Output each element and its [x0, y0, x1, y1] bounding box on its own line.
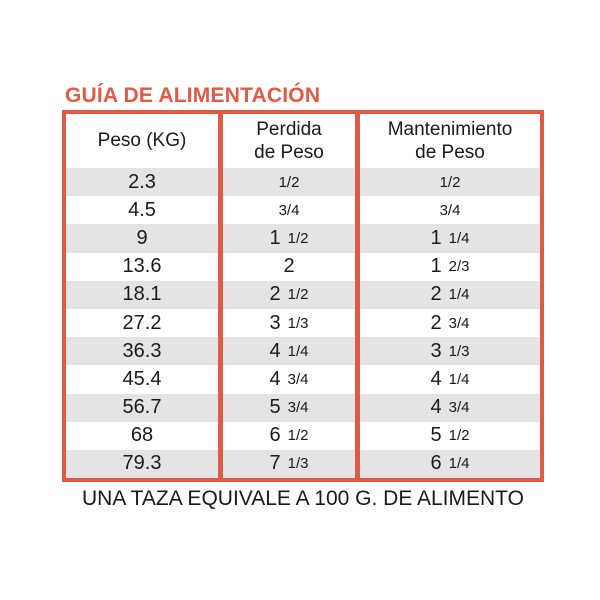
cell-perdida [218, 168, 355, 196]
table-row [66, 196, 540, 224]
perdida-fraction: 1/3 [287, 314, 309, 332]
cell-perdida [218, 253, 355, 281]
peso-value: 13.6 [122, 255, 162, 278]
table-row [66, 281, 540, 309]
peso-value: 27.2 [122, 311, 162, 334]
perdida-whole: 7 [269, 452, 281, 475]
cell-perdida [218, 196, 355, 224]
column-header-peso [66, 114, 218, 168]
cell-mantenimiento [355, 365, 540, 393]
cell-mantenimiento [355, 450, 540, 478]
mantenimiento-whole: 1 [430, 255, 442, 278]
table-row [66, 309, 540, 337]
mantenimiento-fraction: 3/4 [439, 201, 461, 219]
cell-mantenimiento [355, 309, 540, 337]
cell-perdida [218, 224, 355, 252]
cell-mantenimiento [355, 281, 540, 309]
mantenimiento-whole: 2 [430, 311, 442, 334]
perdida-whole: 5 [269, 396, 281, 419]
cell-mantenimiento [355, 253, 540, 281]
mantenimiento-fraction: 1/2 [448, 427, 470, 445]
mantenimiento-whole: 1 [430, 226, 442, 249]
mantenimiento-fraction: 1/4 [448, 455, 470, 473]
mantenimiento-fraction: 1/3 [448, 342, 470, 360]
cell-peso [66, 168, 218, 196]
cell-perdida [218, 450, 355, 478]
column-header-perdida [218, 114, 355, 168]
peso-value: 68 [130, 424, 154, 447]
perdida-fraction: 1/2 [287, 286, 309, 304]
table-row [66, 337, 540, 365]
table-row [66, 365, 540, 393]
table-header-row [66, 114, 540, 168]
table-row [66, 422, 540, 450]
mantenimiento-fraction: 1/2 [439, 173, 461, 191]
mantenimiento-fraction: 3/4 [448, 399, 470, 417]
perdida-fraction: 3/4 [287, 370, 309, 388]
perdida-whole: 3 [269, 311, 281, 334]
perdida-fraction: 1/3 [287, 455, 309, 473]
header-line: Perdida [256, 118, 322, 140]
cell-peso [66, 422, 218, 450]
peso-value: 4.5 [128, 198, 156, 221]
table-row [66, 224, 540, 252]
cell-peso [66, 196, 218, 224]
mantenimiento-fraction: 1/4 [448, 229, 470, 247]
mantenimiento-whole: 6 [430, 452, 442, 475]
peso-value: 18.1 [122, 283, 162, 306]
cell-mantenimiento [355, 394, 540, 422]
cell-peso [66, 281, 218, 309]
cell-peso [66, 337, 218, 365]
page-title: GUÍA DE ALIMENTACIÓN [65, 84, 321, 107]
perdida-whole: 4 [269, 367, 281, 390]
peso-value: 2.3 [128, 170, 156, 193]
mantenimiento-fraction: 3/4 [448, 314, 470, 332]
feeding-guide-table [62, 110, 544, 482]
header-line: de Peso [415, 142, 485, 163]
header-line: de Peso [254, 142, 324, 163]
cell-peso [66, 309, 218, 337]
cell-perdida [218, 422, 355, 450]
perdida-whole: 2 [269, 283, 281, 306]
cell-perdida [218, 365, 355, 393]
table-row [66, 394, 540, 422]
mantenimiento-fraction: 1/4 [448, 286, 470, 304]
cell-perdida [218, 394, 355, 422]
mantenimiento-whole: 4 [430, 367, 442, 390]
table-row [66, 253, 540, 281]
cell-peso [66, 224, 218, 252]
mantenimiento-fraction: 2/3 [448, 258, 470, 276]
perdida-fraction: 1/2 [278, 173, 300, 191]
cell-perdida [218, 281, 355, 309]
header-line: Peso (KG) [97, 130, 187, 152]
header-line: Mantenimiento [387, 118, 513, 140]
mantenimiento-whole: 5 [430, 424, 442, 447]
perdida-whole: 2 [283, 255, 295, 278]
cell-peso [66, 394, 218, 422]
cell-mantenimiento [355, 168, 540, 196]
cell-peso [66, 365, 218, 393]
perdida-whole: 6 [269, 424, 281, 447]
cell-mantenimiento [355, 224, 540, 252]
footer-note: UNA TAZA EQUIVALE A 100 G. DE ALIMENTO [82, 487, 524, 510]
perdida-fraction: 3/4 [287, 399, 309, 417]
mantenimiento-whole: 2 [430, 283, 442, 306]
cell-mantenimiento [355, 196, 540, 224]
cell-mantenimiento [355, 422, 540, 450]
table-row [66, 168, 540, 196]
cell-peso [66, 253, 218, 281]
mantenimiento-fraction: 1/4 [448, 370, 470, 388]
perdida-whole: 1 [269, 226, 281, 249]
peso-value: 79.3 [122, 452, 162, 475]
perdida-fraction: 1/2 [287, 427, 309, 445]
perdida-whole: 4 [269, 339, 281, 362]
perdida-fraction: 3/4 [278, 201, 300, 219]
column-header-mantenimiento [355, 114, 540, 168]
cell-peso [66, 450, 218, 478]
mantenimiento-whole: 3 [430, 339, 442, 362]
table-row [66, 450, 540, 478]
peso-value: 45.4 [122, 367, 162, 390]
cell-mantenimiento [355, 337, 540, 365]
peso-value: 9 [136, 226, 148, 249]
mantenimiento-whole: 4 [430, 396, 442, 419]
peso-value: 56.7 [122, 396, 162, 419]
peso-value: 36.3 [122, 339, 162, 362]
perdida-fraction: 1/2 [287, 229, 309, 247]
cell-perdida [218, 309, 355, 337]
perdida-fraction: 1/4 [287, 342, 309, 360]
cell-perdida [218, 337, 355, 365]
